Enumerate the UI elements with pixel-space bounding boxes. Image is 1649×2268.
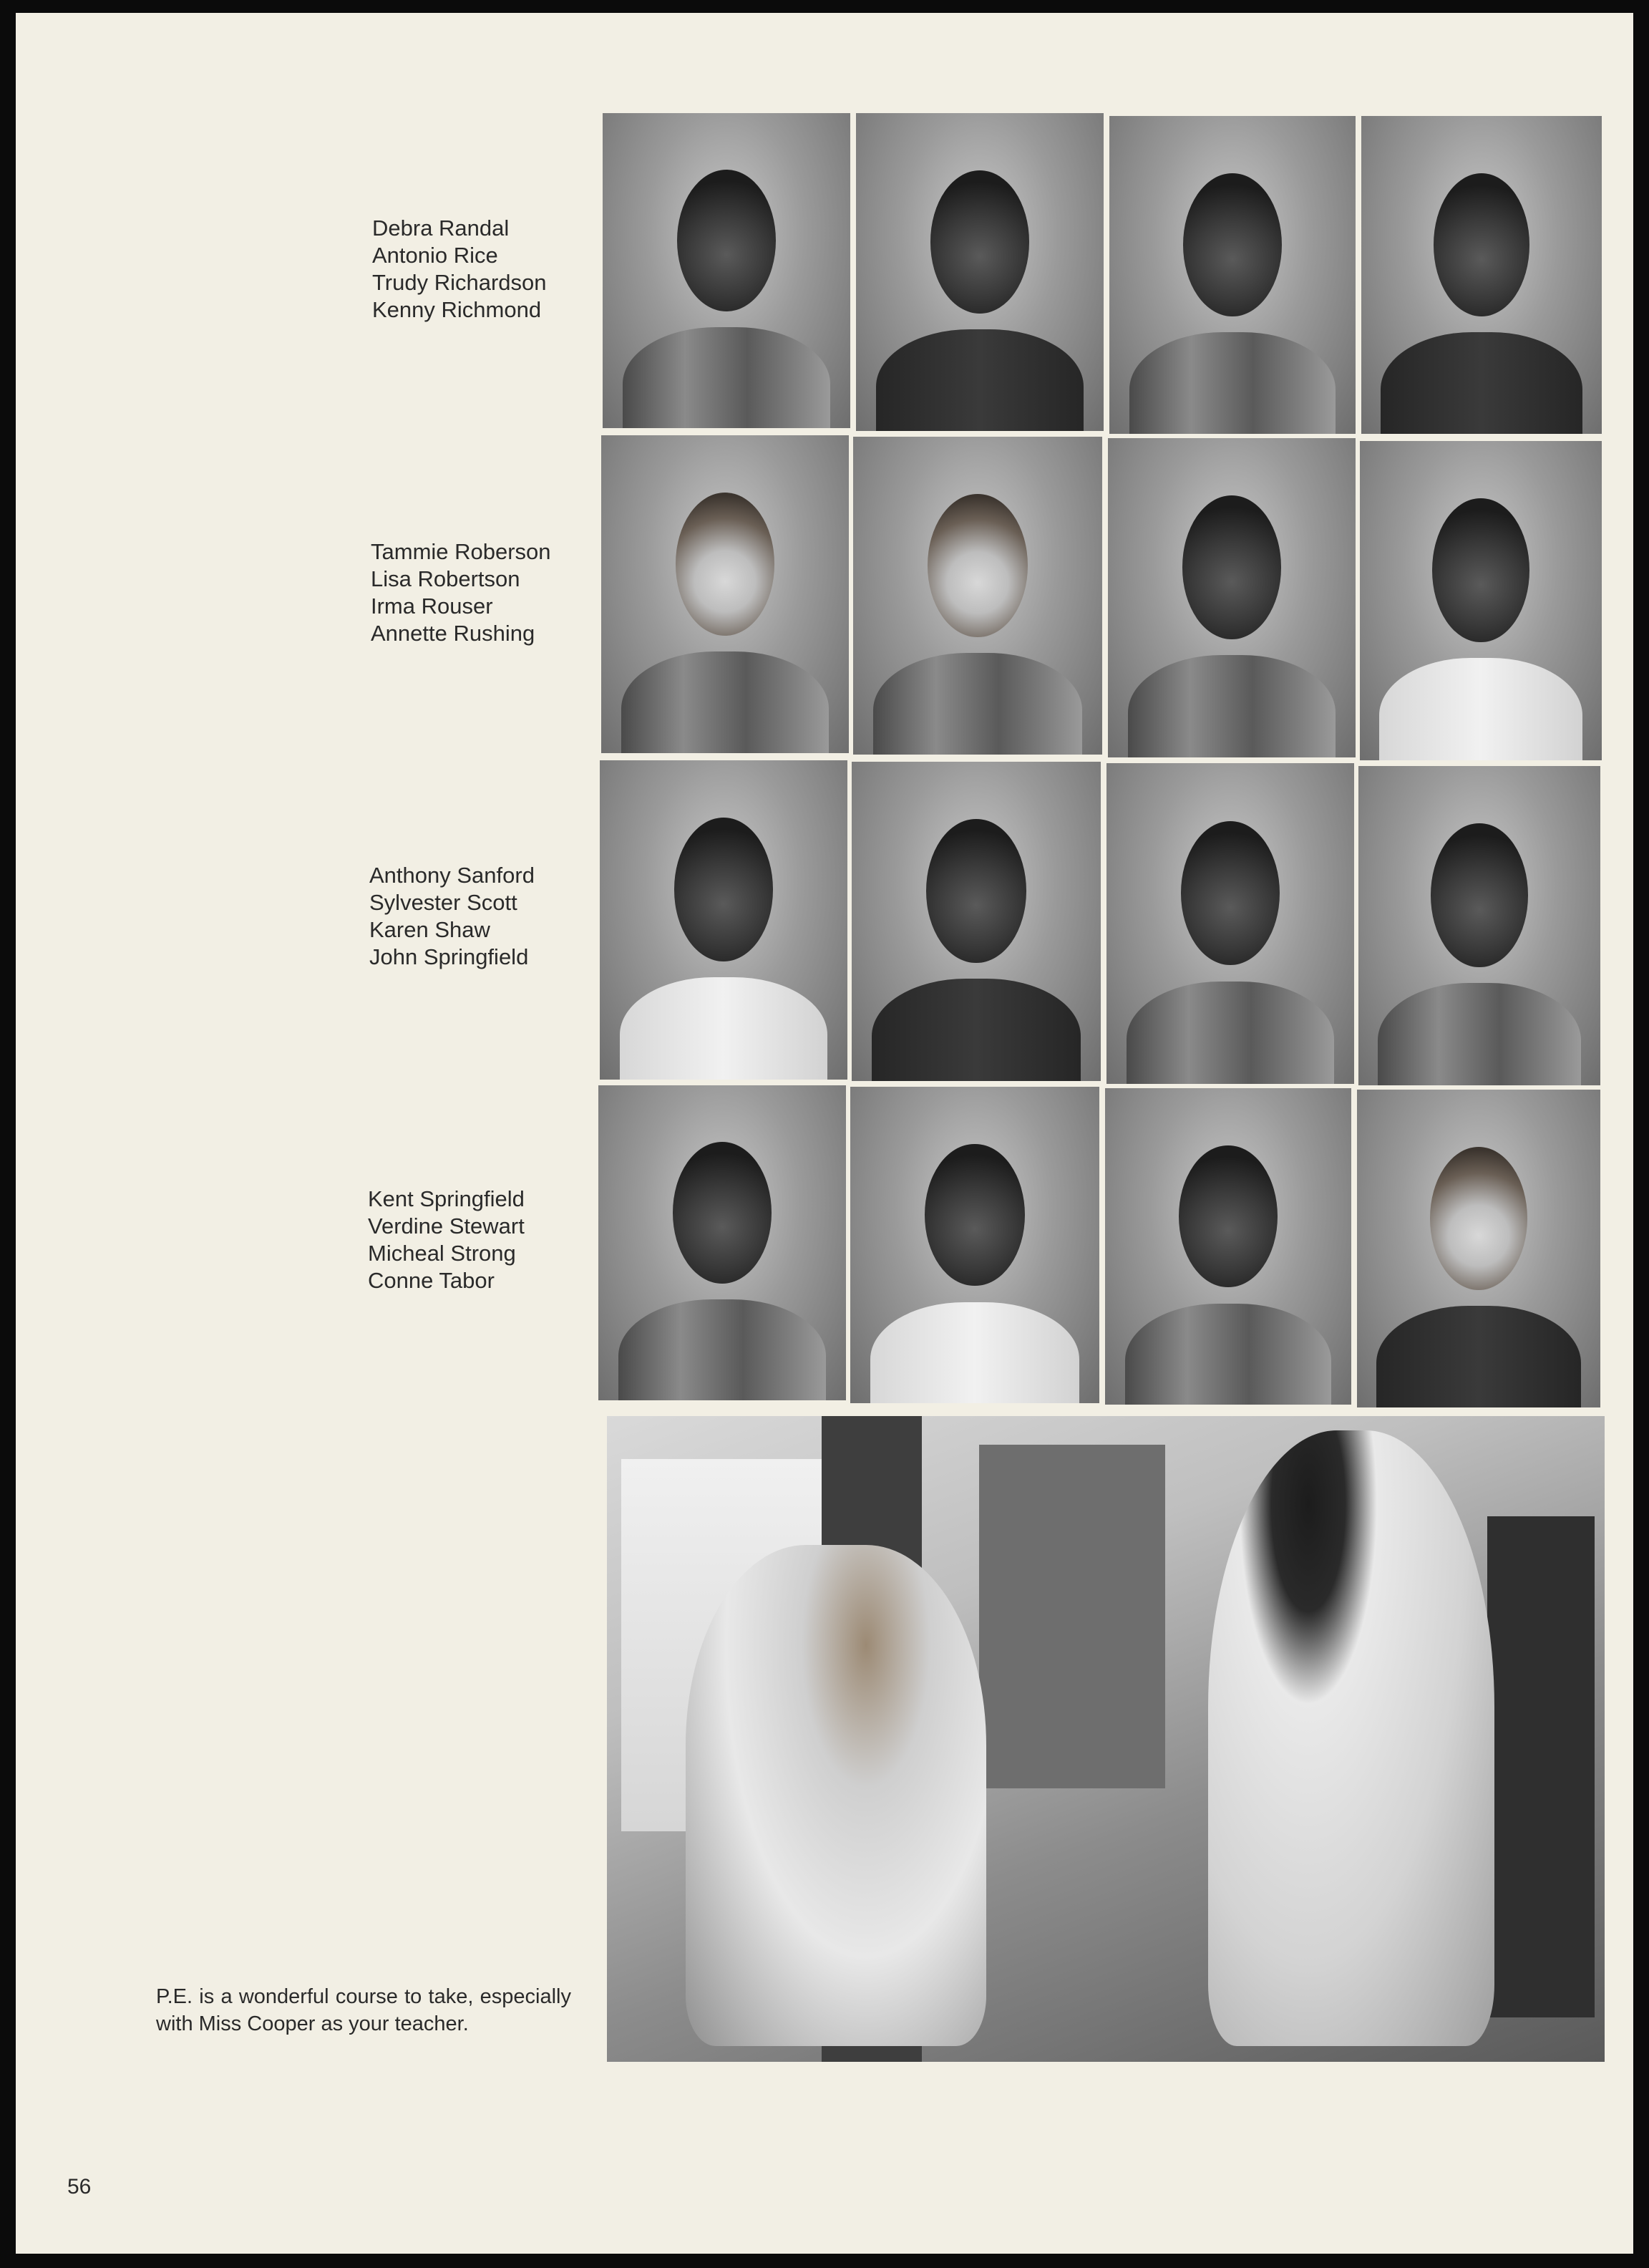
portrait-grid (603, 113, 1619, 1416)
student-name: Conne Tabor (368, 1268, 495, 1293)
name-list-row-3 (369, 862, 535, 971)
portrait-photo (600, 760, 847, 1080)
portrait-photo (850, 1087, 1099, 1403)
student-name: Verdine Stewart (368, 1213, 525, 1239)
name-list-row-1 (372, 215, 547, 324)
portrait-photo (601, 435, 849, 753)
student-name: Annette Rushing (371, 621, 535, 646)
student-name: Karen Shaw (369, 917, 490, 942)
candid-photo (607, 1416, 1605, 2062)
portrait-photo (1106, 763, 1354, 1084)
portrait-photo (1357, 1090, 1600, 1407)
page-number: 56 (67, 2175, 92, 2199)
student-name: Kent Springfield (368, 1186, 525, 1211)
student-name: Micheal Strong (368, 1241, 516, 1266)
portrait-photo (1361, 116, 1602, 434)
portrait-photo (1358, 766, 1600, 1085)
student-name: Debra Randal (372, 215, 510, 241)
student-name: Kenny Richmond (372, 297, 542, 322)
portrait-photo (603, 113, 850, 428)
portrait-photo (856, 113, 1104, 431)
portrait-photo (1105, 1088, 1351, 1405)
student-name: Lisa Robertson (371, 566, 520, 591)
yearbook-page (16, 13, 1633, 2254)
student-name: Anthony Sanford (369, 863, 535, 888)
portrait-photo (853, 437, 1102, 755)
student-name: Trudy Richardson (372, 270, 547, 295)
student-name: Sylvester Scott (369, 890, 517, 915)
student-name: John Springfield (369, 944, 529, 969)
name-list-row-4 (368, 1186, 525, 1294)
portrait-photo (1108, 438, 1356, 757)
portrait-photo (1109, 116, 1356, 434)
student-name: Tammie Roberson (371, 539, 551, 564)
portrait-photo (598, 1085, 846, 1400)
student-name: Irma Rouser (371, 593, 493, 619)
student-name: Antonio Rice (372, 243, 498, 268)
name-list-row-2 (371, 538, 551, 647)
portrait-photo (852, 762, 1101, 1081)
photo-caption: P.E. is a wonderful course to take, especially with Miss Cooper as your teacher. (156, 1985, 571, 2035)
portrait-photo (1360, 441, 1602, 760)
